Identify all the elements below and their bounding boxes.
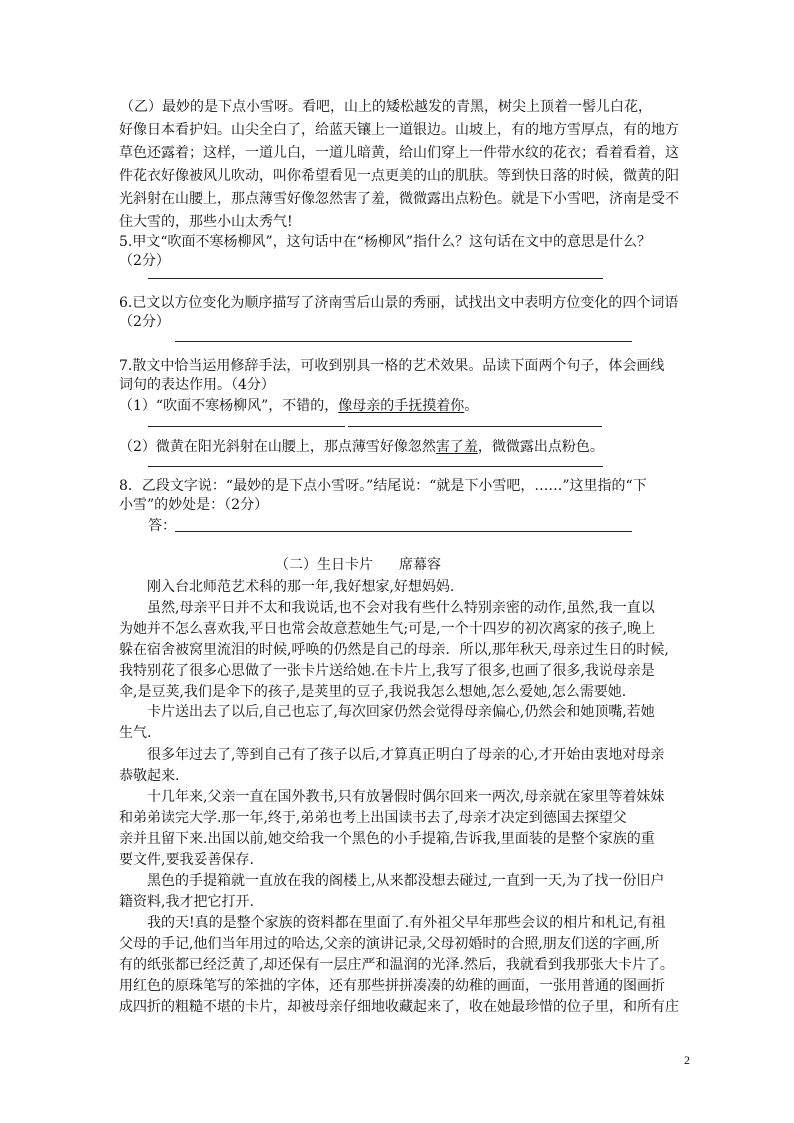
er-line-15: 黑色的手提箱就一直放在我的阁楼上,从来都没想去碰过,一直到一天,为了找一份旧户 bbox=[147, 873, 665, 889]
answer-label: 答： bbox=[148, 518, 176, 534]
er-line-12: 和弟弟读完大学.那一年,终于,弟弟也考上出国读书去了,母亲才决定到德国去探望父 bbox=[119, 810, 627, 826]
page-number: 2 bbox=[684, 1053, 690, 1067]
er-line-9: 很多年过去了,等到自己有了孩子以后,才算真正明白了母亲的心,才开始由衷地对母亲 bbox=[147, 747, 665, 763]
answer-blank-q8[interactable] bbox=[175, 531, 632, 532]
er-line-14: 要文件,要我妥善保存. bbox=[119, 852, 254, 868]
er-line-3: 为她并不怎么喜欢我,平日也常会故意惹她生气;可是,一个十四岁的初次离家的孩子,晚上 bbox=[119, 621, 656, 637]
er-line-6: 伞,是豆荚,我们是伞下的孩子,是荚里的豆子,我说我怎么想她,怎么爱她,怎么需要她. bbox=[119, 684, 627, 700]
answer-blank-q7-1a[interactable] bbox=[148, 426, 345, 427]
er-line-4: 躲在宿舍被窝里流泪的时候,呼唤的仍然是自己的母亲．所以,那年秋天,母亲过生日的时候, bbox=[119, 642, 669, 658]
yi-line-6: 住大雪的，那些小山太秀气! bbox=[119, 214, 293, 230]
yi-line-3: 草色还露着；这样，一道儿白，一道儿暗黄，给山们穿上一件带水纹的花衣；看着看着，这 bbox=[119, 145, 679, 161]
section-title: （二）生日卡片 bbox=[275, 557, 373, 573]
yi-line-5: 光斜射在山腰上，那点薄雪好像忽然害了羞，微微露出点粉色。就是下小雪吧，济南是受不 bbox=[119, 191, 679, 207]
er-line-5: 我特别花了很多心思做了一张卡片送给她.在卡片上,我写了很多,也画了很多,我说母亲是 bbox=[119, 663, 655, 679]
q7-s1-end: 。 bbox=[464, 398, 479, 414]
question-5: 5.甲文“吹面不寒杨柳风”，这句话中在“杨柳风”指什么？这句话在文中的意思是什么？ bbox=[119, 234, 651, 250]
yi-line-4: 件花衣好像被风儿吹动，叫你希望看见一点更美的山的肌肤。等到快日落的时候，微黄的阳 bbox=[119, 168, 679, 184]
er-line-19: 有的纸张都已经泛黄了,却还保有一层庄严和温润的光泽.然后，我就看到我那张大卡片了。 bbox=[119, 957, 674, 973]
er-line-7: 卡片送出去了以后,自己也忘了,每次回家仍然会觉得母亲偏心,仍然会和她顶嘴,若她 bbox=[147, 704, 655, 720]
q7-s1-text: （1）“吹面不寒杨柳风”，不错的， bbox=[119, 398, 339, 414]
er-line-16: 籍资料,我才把它打开. bbox=[119, 894, 254, 910]
er-line-10: 恭敬起来. bbox=[119, 768, 180, 784]
question-8-continued: 小雪”的妙处是：（2分） bbox=[119, 497, 269, 513]
answer-blank-q7-1b[interactable] bbox=[348, 426, 602, 427]
er-line-11: 十几年来,父亲一直在国外教书,只有放暑假时偶尔回来一两次,母亲就在家里等着妹妹 bbox=[147, 789, 665, 805]
er-line-13: 亲并且留下来.出国以前,她交给我一个黑色的小手提箱,告诉我,里面装的是整个家族的重 bbox=[119, 831, 655, 847]
question-6: 6.已文以方位变化为顺序描写了济南雪后山景的秀丽，试找出文中表明方位变化的四个词语 bbox=[119, 295, 679, 311]
question-7-sentence-2 bbox=[119, 438, 604, 456]
answer-blank-q6[interactable] bbox=[175, 341, 632, 342]
q7-s1-underlined: 像母亲的手抚摸着你 bbox=[338, 398, 465, 414]
answer-blank-q5[interactable] bbox=[148, 278, 603, 279]
question-8: 8．乙段文字说：“最妙的是下点小雪呀。”结尾说：“就是下小雪吧，……”这里指的“下 bbox=[119, 478, 647, 494]
question-5-points: （2分） bbox=[119, 253, 170, 269]
q7-s2-underlined: 害了羞 bbox=[435, 439, 478, 455]
question-6-points: （2分） bbox=[119, 314, 170, 330]
answer-blank-q7-2[interactable] bbox=[148, 466, 603, 467]
yi-line-1: （乙）最妙的是下点小雪呀。看吧，山上的矮松越发的青黑，树尖上顶着一髻儿白花， bbox=[120, 99, 652, 115]
q7-s2-end: ，微微露出点粉色。 bbox=[477, 439, 604, 455]
er-line-21: 成四折的粗糙不堪的卡片，却被母亲仔细地收藏起来了，收在她最珍惜的位子里，和所有庄 bbox=[119, 999, 679, 1015]
er-line-8: 生气. bbox=[119, 725, 152, 741]
er-line-1: 刚入台北师范艺术科的那一年,我好想家,好想妈妈. bbox=[147, 579, 455, 595]
q7-s2-text: （2）微黄在阳光斜射在山腰上，那点薄雪好像忽然 bbox=[119, 439, 436, 455]
er-line-17: 我的天!真的是整个家族的资料都在里面了.有外祖父早年那些会议的相片和札记,有祖 bbox=[147, 915, 666, 931]
yi-line-2: 好像日本看护妇。山尖全白了，给蓝天镶上一道银边。山坡上，有的地方雪厚点，有的地方 bbox=[119, 122, 679, 138]
author-name: 席幕容 bbox=[399, 557, 441, 573]
question-7: 7.散文中恰当运用修辞手法，可收到别具一格的艺术效果。品读下面两个句子，体会画线 bbox=[119, 358, 665, 374]
er-line-20: 用红色的原珠笔写的笨拙的字体，还有那些拼拼凑凑的幼稚的画面，一张用普通的图画折 bbox=[119, 978, 665, 994]
er-line-2: 虽然,母亲平日并不太和我说话,也不会对我有些什么特别亲密的动作,虽然,我一直以 bbox=[147, 600, 655, 616]
question-7-instruction: 词句的表达作用。（4分） bbox=[119, 377, 275, 393]
question-7-sentence-1 bbox=[119, 397, 478, 415]
er-line-18: 父母的手记,他们当年用过的哈达,父亲的演讲记录,父母初婚时的合照,朋友们送的字画,所 bbox=[119, 936, 660, 952]
